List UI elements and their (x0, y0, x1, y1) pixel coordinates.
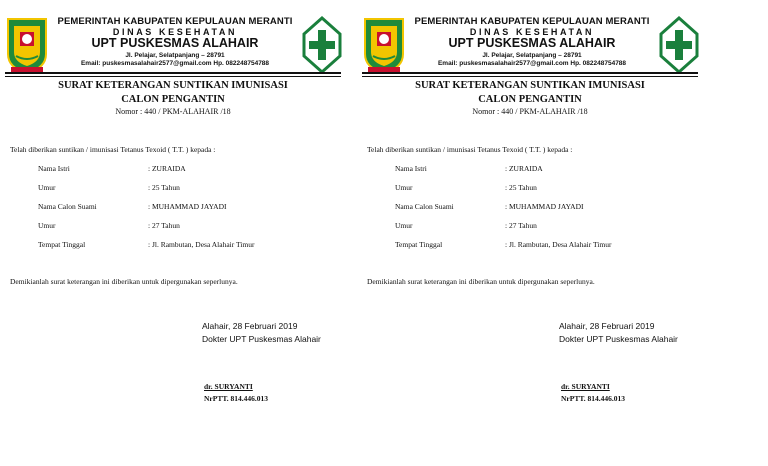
puskesmas-cross-icon (302, 16, 342, 74)
signature-place-date: Alahair, 28 Februari 2019 (559, 321, 655, 331)
header-government-line: PEMERINTAH KABUPATEN KEPULAUAN MERANTI (57, 16, 293, 27)
field-value: : MUHAMMAD JAYADI (505, 202, 584, 211)
field-label: Tempat Tinggal (38, 240, 86, 249)
field-value: : MUHAMMAD JAYADI (148, 202, 227, 211)
header-address: Jl. Pelajar, Selatpanjang – 28791 (482, 52, 582, 59)
header-divider-thin (5, 76, 341, 77)
regency-emblem-icon (363, 16, 405, 74)
signatory-name: dr. SURYANTI (204, 382, 253, 391)
field-label: Nama Istri (38, 164, 70, 173)
letter-subtitle: CALON PENGANTIN (478, 94, 582, 105)
letter-subtitle: CALON PENGANTIN (121, 94, 225, 105)
field-value: : 25 Tahun (148, 183, 180, 192)
field-label: Umur (38, 221, 56, 230)
header-contact: Email: puskesmasalahair2577@gmail.com Hp. 082248754788 (437, 60, 627, 67)
header-institution-name: UPT PUSKESMAS ALAHAIR (91, 36, 259, 50)
letter-copy-right (357, 0, 714, 466)
field-label: Nama Istri (395, 164, 427, 173)
signatory-nip: NrPTT. 814.446.013 (561, 394, 626, 403)
letter-title: SURAT KETERANGAN SUNTIKAN IMUNISASI (415, 80, 645, 91)
field-value: : 27 Tahun (148, 221, 180, 230)
field-value: : 27 Tahun (505, 221, 537, 230)
signature-role: Dokter UPT Puskesmas Alahair (559, 334, 678, 344)
header-agency-line: DINAS KESEHATAN (112, 27, 238, 37)
field-label: Nama Calon Suami (38, 202, 97, 211)
header-institution-name: UPT PUSKESMAS ALAHAIR (448, 36, 616, 50)
signatory-nip: NrPTT. 814.446.013 (204, 394, 269, 403)
header-divider-thick (362, 72, 698, 74)
field-value: : Jl. Rambutan, Desa Alahair Timur (505, 240, 612, 249)
puskesmas-cross-icon (659, 16, 699, 74)
intro-text: Telah diberikan suntikan / imunisasi Tetanus Texoid ( T.T. ) kepada : (10, 145, 216, 154)
field-value: : ZURAIDA (505, 164, 543, 173)
header-contact: Email: puskesmasalahair2577@gmail.com Hp. 082248754788 (80, 60, 270, 67)
field-label: Umur (395, 183, 413, 192)
letter-copy-left (0, 0, 357, 466)
header-divider-thin (362, 76, 698, 77)
header-agency-line: DINAS KESEHATAN (469, 27, 595, 37)
field-value: : ZURAIDA (148, 164, 186, 173)
field-value: : Jl. Rambutan, Desa Alahair Timur (148, 240, 255, 249)
regency-emblem-icon (6, 16, 48, 74)
field-value: : 25 Tahun (505, 183, 537, 192)
letter-title: SURAT KETERANGAN SUNTIKAN IMUNISASI (58, 80, 288, 91)
closing-text: Demikianlah surat keterangan ini diberikan untuk dipergunakan seperlunya. (10, 277, 238, 286)
header-address: Jl. Pelajar, Selatpanjang – 28791 (125, 52, 225, 59)
intro-text: Telah diberikan suntikan / imunisasi Tetanus Texoid ( T.T. ) kepada : (367, 145, 573, 154)
header-government-line: PEMERINTAH KABUPATEN KEPULAUAN MERANTI (414, 16, 650, 27)
header-divider-thick (5, 72, 341, 74)
signature-role: Dokter UPT Puskesmas Alahair (202, 334, 321, 344)
field-label: Umur (395, 221, 413, 230)
field-label: Tempat Tinggal (395, 240, 443, 249)
letter-number: Nomor : 440 / PKM-ALAHAIR /18 (472, 107, 588, 116)
signatory-name: dr. SURYANTI (561, 382, 610, 391)
field-label: Nama Calon Suami (395, 202, 454, 211)
field-label: Umur (38, 183, 56, 192)
closing-text: Demikianlah surat keterangan ini diberikan untuk dipergunakan seperlunya. (367, 277, 595, 286)
letter-number: Nomor : 440 / PKM-ALAHAIR /18 (115, 107, 231, 116)
signature-place-date: Alahair, 28 Februari 2019 (202, 321, 298, 331)
